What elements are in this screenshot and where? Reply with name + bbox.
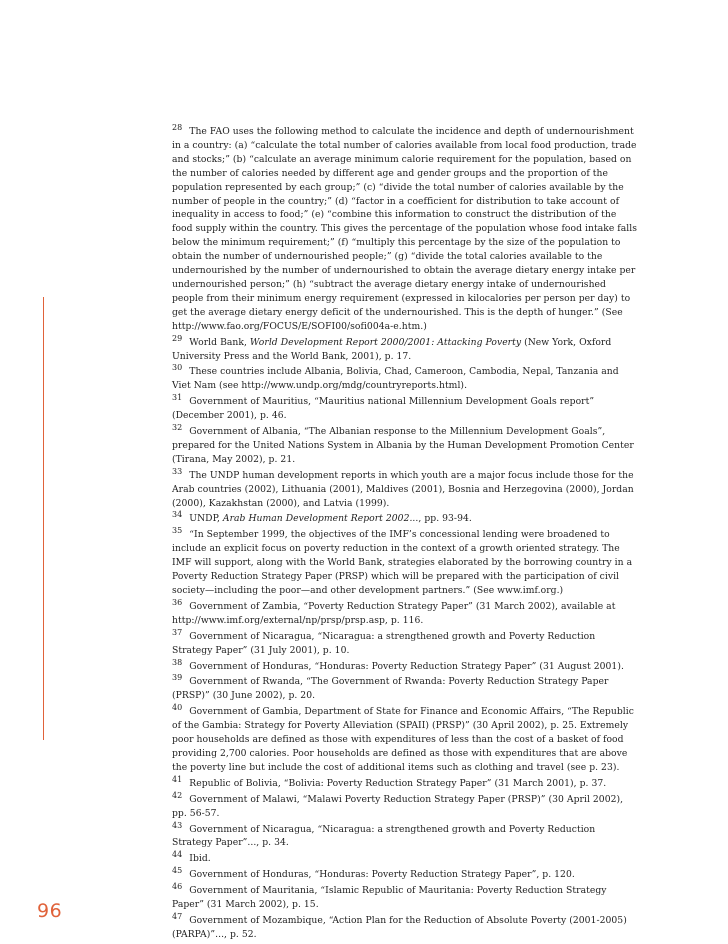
footnote-number: 39 (172, 673, 183, 683)
footnote (172, 820, 638, 851)
footnote-text: Government of Nicaragua, “Nicaragua: a strengthened growth and Poverty Reduction Strategy Paper”..., p. 34. (172, 823, 596, 849)
footnote-number: 33 (172, 466, 183, 476)
footnote (172, 911, 638, 942)
footnote-text: Government of Mauritania, “Islamic Republic of Mauritania: Poverty Reduction Strategy Paper” (31 March 2002), p. 15. (172, 885, 607, 911)
footnote-text: “In September 1999, the objectives of the IMF’s concessional lending were broadened to include an explicit focus on poverty reduction in the context of a growth oriented strategy. The IMF will support, along with the World Bank, strategies elaborated by the borrowing country in a Poverty Reduction Strategy Paper (PRSP) which will be prepared with the participation of civil society—including the poor—and other development partners.” (See www.imf.org.) (172, 529, 633, 596)
footnote-text: Government of Mozambique, “Action Plan for the Reduction of Absolute Poverty (2001-2005) (PARPA)”..., p. 52. (172, 914, 627, 940)
footnote (172, 705, 638, 775)
footnote-text: Government of Albania, “The Albanian response to the Millennium Development Goals”, prepared for the United Nations System in Albania by the Human Development Promotion Center (Tirana, May 2002), p. 21. (172, 426, 634, 465)
footnote (172, 425, 638, 467)
footnote-text: Government of Honduras, “Honduras: Poverty Reduction Strategy Paper” (31 August 2001). (189, 660, 624, 672)
footnote-number: 42 (172, 790, 183, 800)
footnote (172, 365, 638, 393)
margin-rule (43, 297, 44, 740)
footnote (172, 333, 638, 364)
footnote-text: The FAO uses the following method to calculate the incidence and depth of undernourishment in a country: (a) “calculate the total number of calories available from local food production, trade and stocks;” (b) “calculate an average minimum calorie requirement for the population, based on the number of calories needed by different age and gender groups and the proportion of the population represented by each group;” (c) “divide the total number of calories available by the number of people in the country;” (d) “factor in a coefficient for distribution to take account of inequality in access to food;” (e) “combine this information to construct the distribution of the food supply within the country. This gives the percentage of the population whose food intake falls below the minimum requirement;” (f) “multiply this percentage by the size of the population to obtain the number of undernourished people;” (g) “divide the total calories available to the undernourished by the number of undernourished to obtain the average dietary energy intake per undernourished person;” (h) “subtract the average dietary energy intake of undernourished people from their minimum energy requirement (expressed in kilocalories per person per day) to get the average dietary energy deficit of the undernourished. This is the depth of hunger.” (See http://www.fao.org/FOCUS/E/SOFI00/sofi004a-e.htm.) (172, 126, 638, 332)
footnote-number: 41 (172, 774, 183, 784)
footnote (172, 512, 638, 526)
footnote-number: 45 (172, 866, 183, 876)
footnote-text: These countries include Albania, Bolivia, Chad, Cameroon, Cambodia, Nepal, Tanzania and Viet Nam (see http://www.undp.org/mdg/countryreports.html). (172, 366, 619, 392)
footnote-text: World Bank, (189, 336, 250, 348)
footnote (172, 852, 638, 866)
page-number: 96 (37, 900, 63, 922)
footnote-text: Ibid. (189, 853, 211, 865)
footnote-text: Government of Honduras, “Honduras: Poverty Reduction Strategy Paper”, p. 120. (189, 869, 575, 881)
footnote-number: 32 (172, 423, 183, 433)
footnotes-list (172, 125, 638, 944)
footnote-number: 29 (172, 333, 183, 343)
footnote-text: (New York, Oxford University Press and the World Bank, 2001), p. 17. (172, 336, 612, 362)
footnote-text: Republic of Bolivia, “Bolivia: Poverty Reduction Strategy Paper” (31 March 2001), p. 37. (189, 777, 607, 789)
footnote-text: UNDP, (189, 513, 223, 525)
footnote (172, 675, 638, 703)
footnote-text: The UNDP human development reports in which youth are a major focus include those for the Arab countries (2002), Lithuania (2001), Maldives (2001), Bosnia and Herzegovina (2000), Jordan (2000), Kazakhstan (2000), and Latvia (1999). (172, 469, 634, 509)
footnote-text: Government of Zambia, “Poverty Reduction Strategy Paper” (31 March 2002), available at http://www.imf.org/external/np/prsp/prsp.asp, p. 116. (172, 600, 616, 626)
footnote-number: 46 (172, 882, 183, 892)
footnote-number: 37 (172, 627, 183, 637)
footnote-text: Government of Gambia, Department of State for Finance and Economic Affairs, “The Republic of the Gambia: Strategy for Poverty Alleviation (SPAII) (PRSP)” (30 April 2002), p. 25. Extremely poor households are defined as those with expenditures of less than the cost of a basket of food providing 2,700 calories. Poor households are defined as those with expenditures that are above the poverty line but include the cost of additional items such as clothing and travel (see p. 23). (172, 706, 634, 773)
footnote (172, 597, 638, 628)
footnote-number: 43 (172, 820, 183, 830)
footnote (172, 790, 638, 821)
footnote-number: 38 (172, 657, 183, 667)
footnote-number: 31 (172, 393, 183, 403)
footnote-text: Government of Nicaragua, “Nicaragua: a strengthened growth and Poverty Reduction Strategy Paper” (31 July 2001), p. 10. (172, 630, 596, 656)
footnote-title: World Development Report 2000/2001: Attacking Poverty (249, 336, 522, 348)
footnote-number: 34 (172, 510, 183, 520)
footnote (172, 395, 638, 423)
footnote-text: Government of Malawi, “Malawi Poverty Reduction Strategy Paper (PRSP)” (30 April 2002), pp. 56-57. (172, 793, 624, 819)
footnote-number: 30 (172, 363, 183, 373)
footnote (172, 884, 638, 912)
footnote-number: 28 (172, 123, 183, 132)
footnote-text: , pp. 93-94. (418, 513, 472, 525)
footnote-number: 35 (172, 526, 183, 536)
footnote (172, 774, 638, 791)
footnote-number: 40 (172, 703, 183, 713)
footnote-title: Arab Human Development Report 2002... (222, 513, 419, 525)
footnote (172, 657, 638, 674)
footnote (172, 627, 638, 658)
footnote (172, 466, 638, 511)
footnote (172, 868, 638, 882)
footnote-number: 47 (172, 911, 183, 921)
footnote (172, 528, 638, 598)
footnote-number: 36 (172, 597, 183, 607)
footnote (172, 125, 638, 334)
footnote-text: Government of Mauritius, “Mauritius national Millennium Development Goals report” (December 2001), p. 46. (172, 396, 595, 422)
footnote-text: Government of Rwanda, “The Government of Rwanda: Poverty Reduction Strategy Paper (PRSP)” (30 June 2002), p. 20. (172, 676, 609, 702)
footnote-number: 44 (172, 850, 183, 860)
